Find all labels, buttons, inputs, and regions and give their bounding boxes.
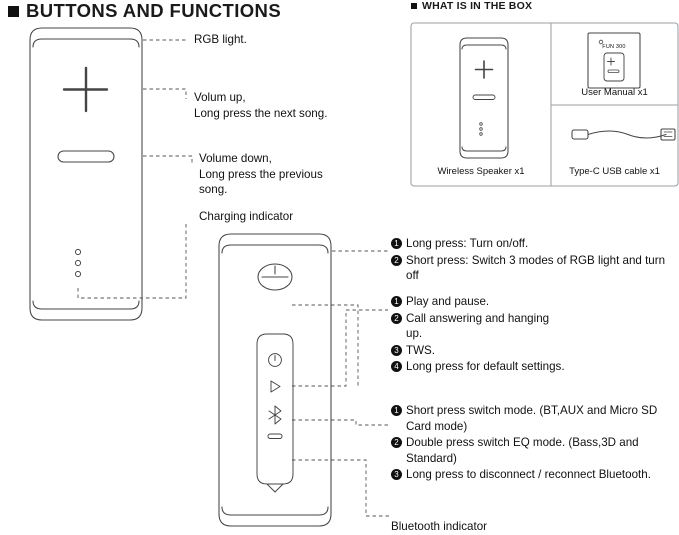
box-label-manual: User Manual x1 xyxy=(581,87,648,98)
bullet-square-icon xyxy=(8,6,19,17)
callout-item: 2 Double press switch EQ mode. (Bass,3D and Standard) xyxy=(391,435,676,466)
callout-group-power xyxy=(391,236,676,285)
callout-volume-down-line3: song. xyxy=(199,183,228,196)
callout-volume-up-line2: Long press the next song. xyxy=(194,106,328,120)
speaker-front-illustration xyxy=(30,28,142,320)
box-label-speaker: Wireless Speaker x1 xyxy=(437,166,525,177)
box-manual-illustration xyxy=(588,33,640,88)
callout-item: 1 Long press: Turn on/off. xyxy=(391,236,676,252)
manual-cover-title: FUN 300 xyxy=(602,44,626,50)
bullet-number-icon: 3 xyxy=(391,345,402,356)
bullet-number-icon: 2 xyxy=(391,255,402,266)
callout-charging-indicator: Charging indicator xyxy=(199,210,294,223)
bullet-number-icon: 3 xyxy=(391,469,402,480)
callout-volume-up xyxy=(194,90,384,121)
box-label-cable: Type-C USB cable x1 xyxy=(569,166,660,177)
bullet-number-icon: 1 xyxy=(391,296,402,307)
bullet-square-small-icon xyxy=(411,3,417,9)
page-title-text: BUTTONS AND FUNCTIONS xyxy=(26,0,282,21)
callout-item: 4 Long press for default settings. xyxy=(391,359,676,375)
box-speaker-illustration xyxy=(460,38,508,158)
section-title-what-is-in-the-box xyxy=(411,0,532,12)
callout-rgb-light: RGB light. xyxy=(194,33,247,46)
callout-item: 2 Call answering and hanging up. xyxy=(391,311,676,342)
box-contents-panel xyxy=(411,23,678,186)
page-title-buttons-functions xyxy=(8,0,281,22)
section-title-text: WHAT IS IN THE BOX xyxy=(422,0,533,12)
callout-item: 1 Play and pause. xyxy=(391,294,676,310)
callout-volume-down xyxy=(199,151,384,198)
callout-item: 1 Short press switch mode. (BT,AUX and Micro SD Card mode) xyxy=(391,403,676,434)
callout-bluetooth-indicator: Bluetooth indicator xyxy=(391,520,488,533)
bullet-number-icon: 1 xyxy=(391,405,402,416)
bullet-number-icon: 4 xyxy=(391,361,402,372)
speaker-controls-illustration xyxy=(219,234,331,526)
callout-item: 2 Short press: Switch 3 modes of RGB light and turn off xyxy=(391,253,676,284)
callout-item: 3 Long press to disconnect / reconnect Bluetooth. xyxy=(391,467,676,483)
callout-item: 3 TWS. xyxy=(391,343,676,359)
callout-volume-down-line1: Volume down, xyxy=(199,152,272,165)
bullet-number-icon: 2 xyxy=(391,437,402,448)
callout-group-play xyxy=(391,294,676,376)
callout-group-bluetooth xyxy=(391,403,676,484)
callout-volume-down-line2: Long press the previous xyxy=(199,167,323,181)
callout-volume-up-line1: Volum up, xyxy=(194,91,246,104)
box-cable-illustration xyxy=(572,129,675,140)
bullet-number-icon: 2 xyxy=(391,313,402,324)
bullet-number-icon: 1 xyxy=(391,238,402,249)
